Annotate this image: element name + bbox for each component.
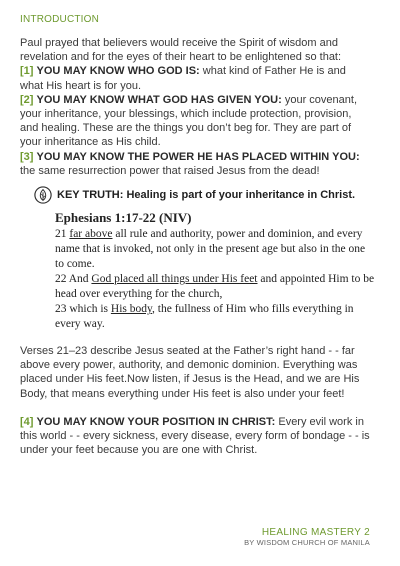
point-3-title: YOU MAY KNOW THE POWER HE HAS PLACED WITHIN YOU: <box>36 150 360 163</box>
verse-22-text: and appointed Him to be head over everything for the church, <box>55 273 375 301</box>
verse-23-underlined: His body <box>110 303 153 316</box>
verse-22 <box>55 272 375 302</box>
point-1-text: what kind of Father He is and what His heart is for you. <box>20 65 346 92</box>
intro-text: Paul prayed that believers would receive the Spirit of wisdom and revelation and for the eyes of their heart to be enlightened so that: <box>20 37 342 64</box>
verse-22-underlined: God placed all things under His feet <box>91 273 258 286</box>
point-3-number: [3] <box>20 150 34 163</box>
explanation-paragraph: Verses 21–23 describe Jesus seated at the Father’s right hand - - far above every power, authority, and demonic dominion. Everything was placed under His feet.Now listen, if Jesus is the Head, and we are His Body, that means everything under His feet is also under your feet! <box>20 345 360 400</box>
point-4-title: YOU MAY KNOW YOUR POSITION IN CHRIST: <box>36 415 276 428</box>
intro-paragraph <box>20 36 372 178</box>
point-1-number: [1] <box>20 65 34 78</box>
scripture-reference: Ephesians 1:17-22 (NIV) <box>55 210 192 226</box>
footer-title: HEALING MASTERY 2 <box>261 527 370 538</box>
point-3-text: the same resurrection power that raised Jesus from the dead! <box>20 164 320 177</box>
point-4-text: Every evil work in this world - - every sickness, every disease, every form of bondage - - is under your feet because you are one with Christ. <box>20 415 370 457</box>
document-page <box>20 14 375 457</box>
footer <box>244 527 370 547</box>
verse-22-number: 22 And <box>55 273 92 286</box>
point-2-text: your covenant, your inheritance, your blessings, which include protection, provision, and healing. These are the things you don’t beg for. They are part of your inheritance as His child. <box>20 93 358 149</box>
key-truth-text: KEY TRUTH: Healing is part of your inheritance in Christ. <box>57 189 356 202</box>
point-2-title: YOU MAY KNOW WHAT GOD HAS GIVEN YOU: <box>36 93 282 106</box>
point-4-paragraph <box>20 415 372 458</box>
verse-21-text: all rule and authority, power and dominion, and every name that is invoked, not only in the present age but also in the one to come. <box>55 228 366 271</box>
point-1-title: YOU MAY KNOW WHO GOD IS: <box>36 65 200 78</box>
key-truth-callout <box>34 186 372 204</box>
point-4-number: [4] <box>20 415 34 428</box>
footer-subtitle: BY WISDOM CHURCH OF MANILA <box>244 538 370 547</box>
verse-21-underlined: far above <box>69 228 113 241</box>
section-heading: INTRODUCTION <box>20 14 100 25</box>
verse-21-number: 21 <box>55 228 70 241</box>
leaf-icon <box>34 186 52 204</box>
point-2-number: [2] <box>20 93 34 106</box>
verse-23-text: , the fullness of Him who fills everything in every way. <box>55 303 354 331</box>
verse-21 <box>55 227 375 272</box>
scripture-block <box>55 210 375 332</box>
verse-23 <box>55 302 375 332</box>
verse-23-number: 23 which is <box>55 303 111 316</box>
